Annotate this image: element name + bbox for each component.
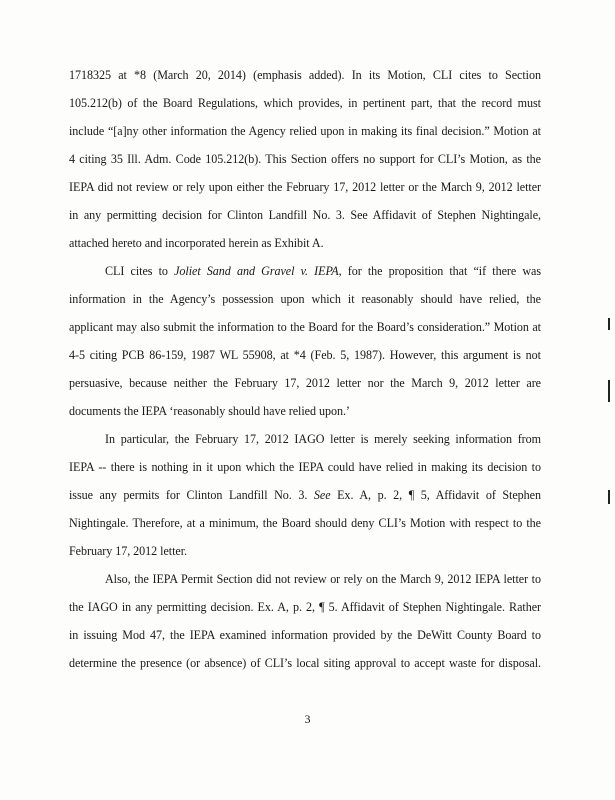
text-line: include “[a]ny other information the Agency relied upon in making its final decision.” Motion at [69,124,541,138]
text-line: the IAGO in any permitting decision. Ex. A, p. 2, ¶ 5. Affidavit of Stephen Nightingale. Rather [69,600,541,614]
text-line: February 17, 2012 letter. [69,544,187,558]
page-number: 3 [304,712,311,726]
case-citation: Joliet Sand and Gravel v. IEPA [174,264,339,278]
text-line: 105.212(b) of the Board Regulations, which provides, in pertinent part, that the record must [69,96,541,110]
text-line: determine the presence (or absence) of CLI’s local siting approval to accept waste for disposal. [69,656,541,670]
text-line: IEPA -- there is nothing in it upon which the IEPA could have relied in making its decision to [69,460,541,474]
text-line: 4-5 citing PCB 86-159, 1987 WL 55908, at *4 (Feb. 5, 1987). However, this argument is not [69,348,541,362]
text-line: IEPA did not review or rely upon either the February 17, 2012 letter or the March 9, 2012 letter [69,180,541,194]
text-line: documents the IEPA ‘reasonably should have relied upon.’ [69,404,350,418]
text-line: in any permitting decision for Clinton Landfill No. 3. See Affidavit of Stephen Nightingale, [69,208,541,222]
text-line: attached hereto and incorporated herein as Exhibit A. [69,236,324,250]
scan-mark [608,490,610,504]
text-line: in issuing Mod 47, the IEPA examined information provided by the DeWitt County Board to [69,628,541,642]
text-line: applicant may also submit the information to the Board for the Board’s consideration.” Motion at [69,320,541,334]
text-line: information in the Agency’s possession upon which it reasonably should have relied, the [69,292,541,306]
text-line: 4 citing 35 Ill. Adm. Code 105.212(b). This Section offers no support for CLI’s Motion, as the [69,152,541,166]
scan-mark [608,380,610,402]
signal-word: See [313,488,331,502]
text-line: 1718325 at *8 (March 20, 2014) (emphasis added). In its Motion, CLI cites to Section [69,68,541,82]
text-line: issue any permits for Clinton Landfill No. 3. See Ex. A, p. 2, ¶ 5, Affidavit of Stephen [69,488,541,502]
text-line: In particular, the February 17, 2012 IAGO letter is merely seeking information from [105,432,541,446]
text-line: CLI cites to Joliet Sand and Gravel v. IEPA, for the proposition that “if there was [105,264,542,278]
text-line: Nightingale. Therefore, at a minimum, the Board should deny CLI’s Motion with respect to the [69,516,541,530]
scan-mark [608,318,610,330]
text-line: Also, the IEPA Permit Section did not review or rely on the March 9, 2012 IEPA letter to [105,572,541,586]
text-line: persuasive, because neither the February 17, 2012 letter nor the March 9, 2012 letter are [69,376,541,390]
